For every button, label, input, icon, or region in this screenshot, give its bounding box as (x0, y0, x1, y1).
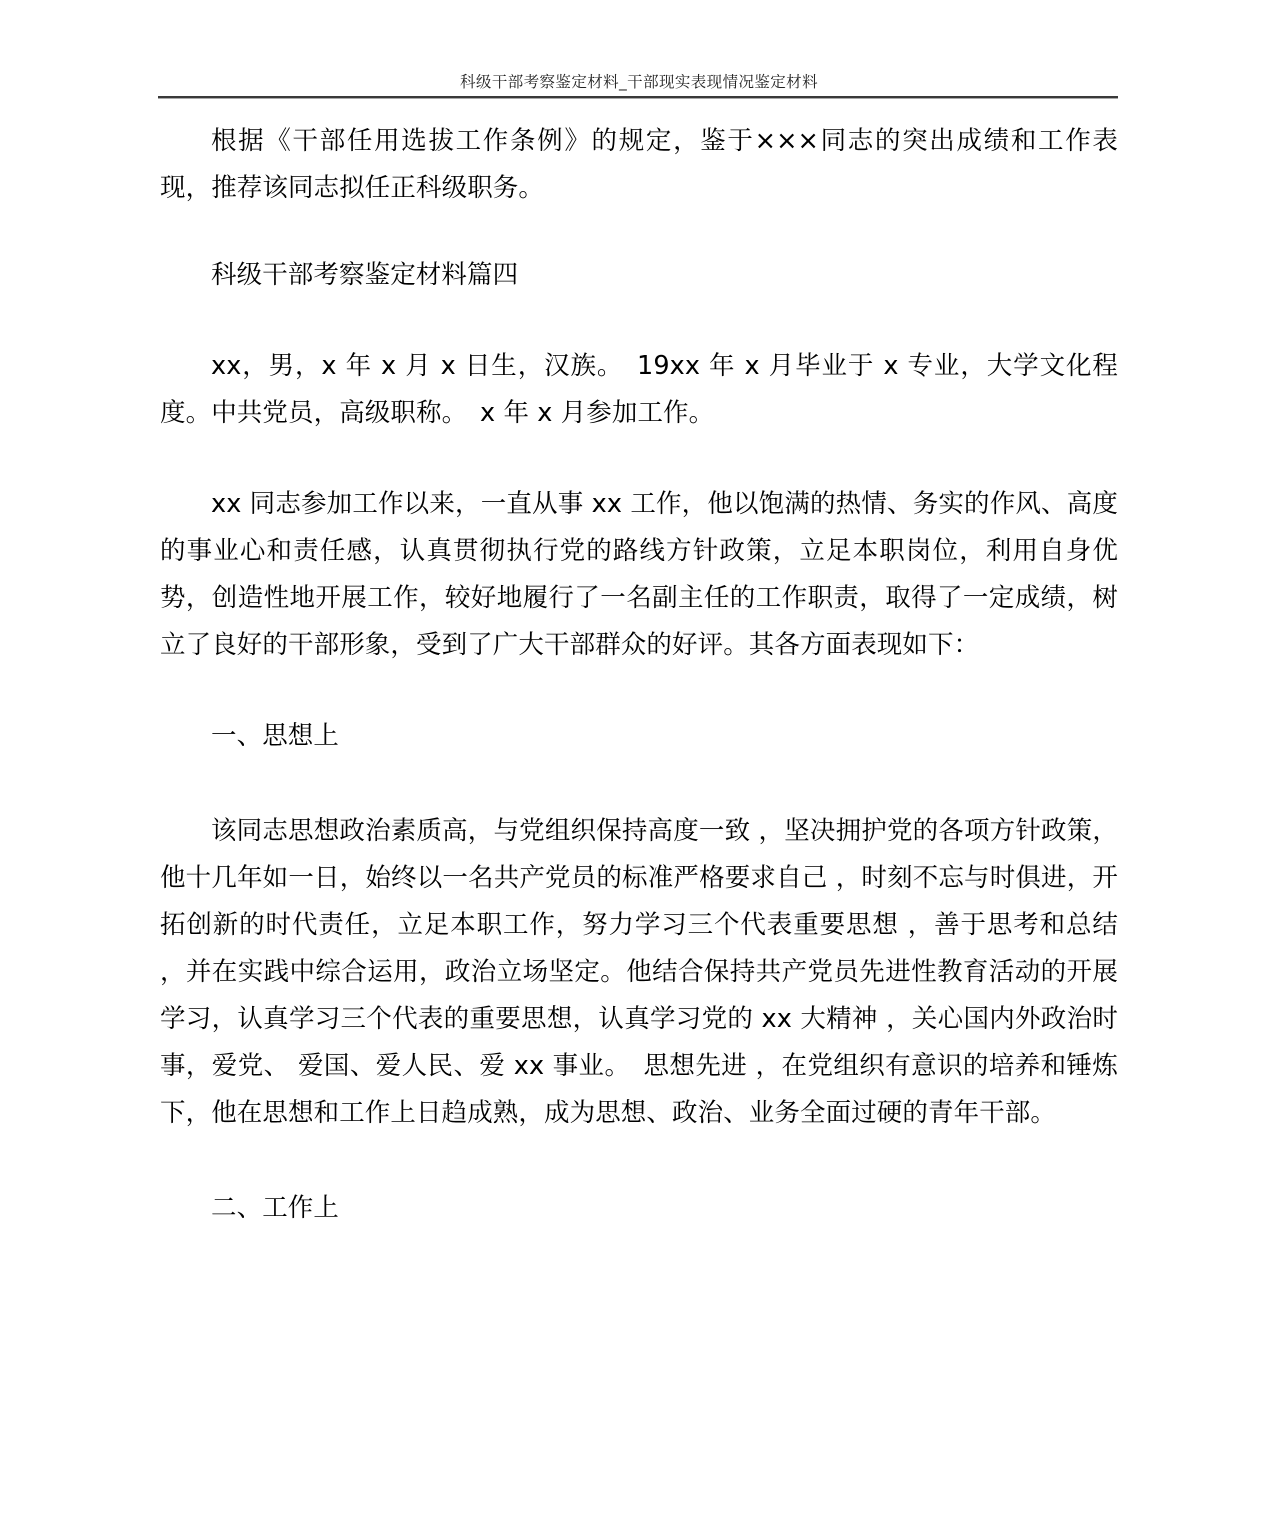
running-header (160, 72, 1118, 92)
heading-section-two-work: 二、工作上 (211, 1193, 340, 1223)
spacer (160, 669, 1118, 713)
spacer (160, 299, 1118, 343)
document-body (160, 118, 1118, 1232)
running-header-title: 科级干部考察鉴定材料_干部现实表现情况鉴定材料 (460, 73, 818, 91)
header-divider-rule (158, 96, 1118, 99)
section-title-part-four: 科级干部考察鉴定材料篇四 (211, 260, 519, 290)
paragraph-work-overview: xx 同志参加工作以来，一直从事 xx 工作，他以饱满的热情、务实的作风、高度的事业心和责任感，认真贯彻执行党的路线方针政策，立足本职岗位，利用自身优势，创造性地开展工作，较好地履行了一名副主任的工作职责，取得了一定成绩，树立了良好的干部形象，受到了广大干部群众的好评。其各方面表现如下： (160, 489, 1118, 660)
paragraph-thought-body: 该同志思想政治素质高，与党组织保持高度一致 ，坚决拥护党的各项方针政策，他十几年如一日，始终以一名共产党员的标准严格要求自己 ，时刻不忘与时俱进，开拓创新的时代责任，立足本职工作，努力学习三个代表重要思想 ，善于思考和总结 ，并在实践中综合运用，政治立场坚定。他结合保持共产党员先进性教育活动的开展学习，认真学习三个代表的重要思想，认真学习党的 xx 大精神 ，关心国内外政治时事，爱党、 爱国、爱人民、爱 xx 事业。 思想先进 ，在党组织有意识的培养和锤炼下，他在思想和工作上日趋成熟，成为思想、政治、业务全面过硬的青年干部。 (160, 816, 1118, 1128)
spacer (160, 760, 1118, 808)
spacer (160, 437, 1118, 481)
spacer (160, 212, 1118, 252)
paragraph-intro: 根据《干部任用选拔工作条例》的规定，鉴于×××同志的突出成绩和工作表现，推荐该同志拟任正科级职务。 (160, 126, 1118, 203)
spacer (160, 1137, 1118, 1185)
heading-section-one-thought: 一、思想上 (211, 721, 340, 751)
paragraph-biography: xx，男，x 年 x 月 x 日生，汉族。 19xx 年 x 月毕业于 x 专业，大学文化程度。中共党员，高级职称。 x 年 x 月参加工作。 (160, 351, 1118, 428)
